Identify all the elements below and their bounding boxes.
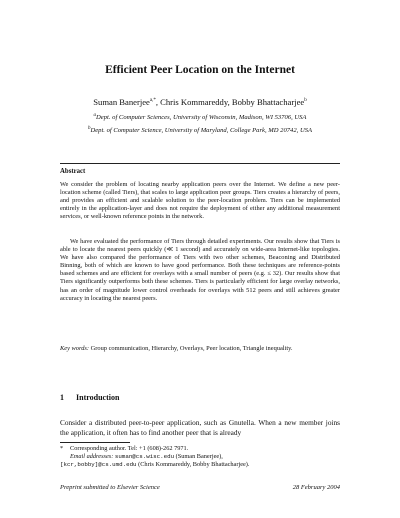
abstract-paragraph-2: We have evaluated the performance of Tiers through detailed experiments. Our results show that Tiers is able to locate the nearest peers quickly (≪ 1 second) and accurately on wide-area Internet-like topologies. We have also compared the performance of Tiers with two other schemes, Beaconing and Distributed Binning, both of which are known to have good performance. Both these techniques are reference-points based schemes and are efficient for overlays with a small number of peers (e.g. ≤ 32). Our results show that Tiers significantly outperforms both these schemes. Tiers is particularly efficient for large overlay networks, has an order of magnitude lower control overheads for overlays with 512 peers and still achieves greater accuracy in locating the nearest peers. [60, 238, 340, 302]
affiliation-b-text: Dept. of Computer Science, University of Maryland, College Park, MD 20742, USA [90, 127, 313, 134]
footnote-line-2 [60, 453, 350, 461]
affiliation-a-mark: a [93, 112, 97, 118]
keywords-label: Key words: [60, 345, 90, 352]
intro-paragraph: Consider a distributed peer-to-peer application, such as Gnutella. When a new member joins the application, it often has to find another peer that is already [60, 418, 340, 437]
author-2: Chris Kommareddy [160, 97, 228, 107]
affiliation-a-text: Dept. of Computer Sciences, University of Wisconsin, Madison, WI 53706, USA [96, 114, 307, 121]
section-title: Introduction [76, 393, 120, 402]
author-sep-1: , [155, 97, 161, 107]
section-number: 1 [60, 393, 64, 402]
page-footer [60, 484, 340, 491]
footnote-rule [60, 442, 130, 443]
author-1: Suman Banerjee [93, 97, 150, 107]
footer-preprint: Preprint submitted to Elsevier Science [60, 484, 160, 491]
email-1-owner: (Suman Banerjee), [175, 453, 223, 460]
footnote [60, 445, 350, 469]
footnote-phone: Corresponding author. Tel: +1 (608)-262 7971. [70, 445, 189, 452]
author-1-mark: a,* [149, 98, 156, 104]
author-line [0, 97, 400, 107]
paper-title: Efficient Peer Location on the Internet [105, 64, 295, 76]
footnote-mark: * [60, 445, 64, 452]
abstract-top-rule [60, 163, 340, 164]
section-heading [60, 393, 119, 402]
footnote-line-3 [60, 461, 350, 469]
keywords-text: Group communication, Hierarchy, Overlays, Peer location, Triangle inequality. [90, 345, 293, 352]
affiliation-a [64, 113, 336, 122]
email-2-owner: (Chris Kommareddy, Bobby Bhattacharjee). [138, 461, 250, 468]
affiliation-b [64, 126, 336, 135]
abstract-heading: Abstract [60, 168, 86, 175]
footnote-email-label: Email addresses: [70, 453, 114, 460]
email-link-1[interactable]: suman@cs.wisc.edu [114, 453, 175, 460]
author-3: Bobby Bhattacharjee [231, 97, 305, 107]
email-link-2[interactable]: [kcr,bobby]@cs.umd.edu [60, 461, 137, 468]
affiliation-b-mark: b [87, 125, 91, 131]
author-sep-2: , [227, 97, 232, 107]
author-3-mark: b [304, 98, 307, 104]
footer-date: 28 February 2004 [292, 484, 340, 491]
abstract-paragraph-1: We consider the problem of locating nearby application peers over the Internet. We define a new peer-location scheme (called Tiers), that scales to large application peer groups. Tiers creates a hierarchy of peers, and provides an efficient and scalable solution to the peer-location problem. Tiers can be implemented entirely in the application-layer and does not require the deployment of either any additional measurement services, or well-known reference points in the network. [60, 181, 340, 221]
footnote-line-1 [60, 445, 350, 453]
keywords [60, 345, 340, 353]
